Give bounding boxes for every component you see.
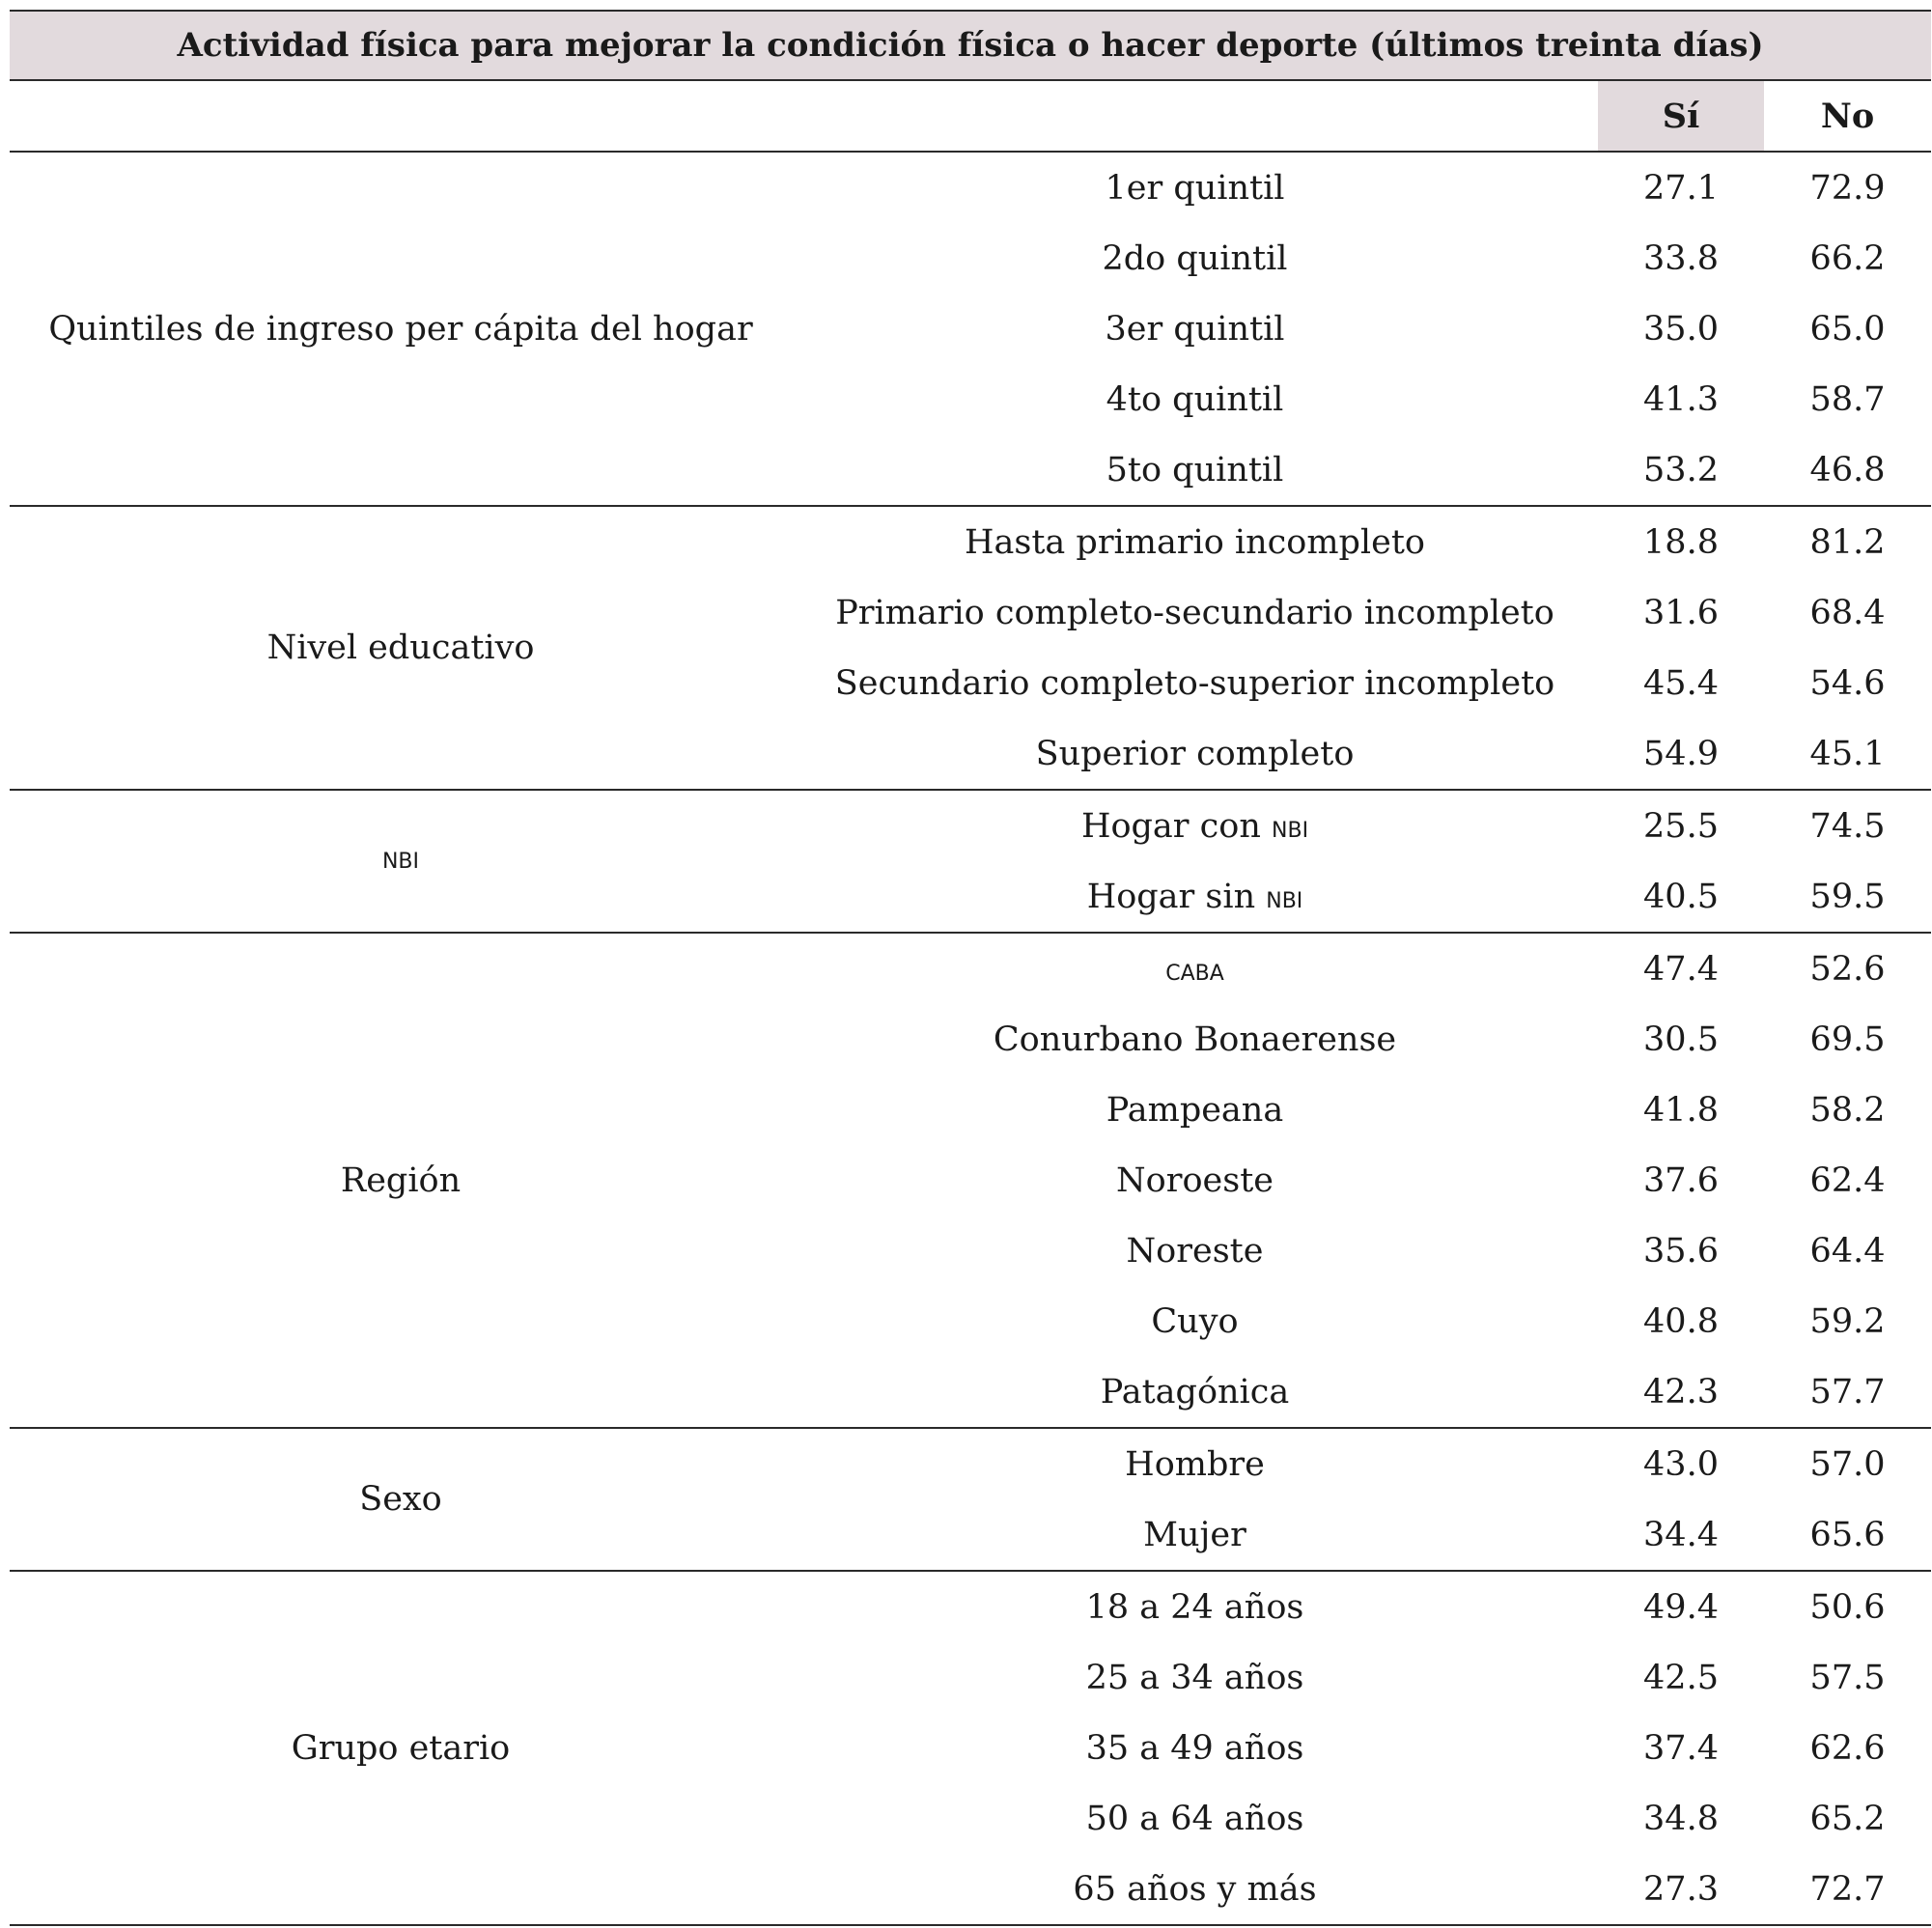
category-label-text: Mujer: [1143, 1515, 1246, 1554]
value-si: 40.8: [1643, 1301, 1719, 1341]
category-label-text: Hogar sin: [1086, 877, 1256, 916]
value-no: 64.4: [1809, 1231, 1886, 1271]
table-row: [10, 933, 1931, 1004]
category-label-text: 4to quintil: [1106, 379, 1284, 419]
category-label: [792, 718, 1598, 790]
category-label-text: 35 a 49 años: [1085, 1728, 1304, 1768]
value-no: 59.2: [1809, 1301, 1886, 1341]
value-si: 43.0: [1643, 1444, 1719, 1484]
value-si: 41.3: [1643, 379, 1719, 419]
value-si: 49.4: [1643, 1587, 1719, 1627]
category-label-text: Cuyo: [1151, 1301, 1239, 1341]
category-label: [792, 1215, 1598, 1286]
category-label: [792, 1004, 1598, 1075]
category-label: [792, 1428, 1598, 1499]
value-no: 46.8: [1764, 434, 1931, 506]
value-no: 57.7: [1764, 1356, 1931, 1428]
category-label: [792, 1854, 1598, 1925]
category-label-text: Noroeste: [1116, 1160, 1274, 1200]
group-label: NBI: [10, 790, 792, 933]
group-label: Región: [10, 933, 792, 1428]
category-label: [792, 364, 1598, 434]
category-label-text: Hogar con: [1080, 806, 1261, 846]
value-no: 62.6: [1809, 1728, 1886, 1768]
category-label: [792, 1642, 1598, 1713]
category-label-text: Patagónica: [1100, 1372, 1290, 1411]
category-label: [792, 577, 1598, 648]
category-label: [792, 1075, 1598, 1145]
value-no: 81.2: [1809, 522, 1886, 562]
category-label-text: 3er quintil: [1105, 309, 1285, 349]
value-si: 34.8: [1643, 1799, 1719, 1838]
table-row: [10, 506, 1931, 577]
value-no: 58.2: [1809, 1090, 1886, 1130]
category-label-text: Hombre: [1125, 1444, 1265, 1484]
category-label-text: Noreste: [1126, 1231, 1264, 1271]
value-si: 27.3: [1598, 1854, 1764, 1925]
category-label: [792, 1286, 1598, 1356]
category-label-text: CABA: [1165, 961, 1224, 986]
value-si: 30.5: [1643, 1020, 1719, 1059]
category-label: [792, 1713, 1598, 1783]
data-table: [10, 10, 1931, 1926]
data-table-container: [10, 10, 1931, 1926]
table-row: [10, 1571, 1931, 1642]
value-no: 58.7: [1809, 379, 1886, 419]
value-si: 25.5: [1643, 806, 1719, 846]
value-no: 69.5: [1809, 1020, 1886, 1059]
value-si: 34.4: [1598, 1499, 1764, 1571]
group-section: [10, 1428, 1931, 1571]
value-si: 37.4: [1643, 1728, 1719, 1768]
category-label-text: 2do quintil: [1102, 238, 1288, 278]
value-no: 68.4: [1809, 593, 1886, 632]
value-si: 35.0: [1643, 309, 1719, 349]
value-si: 31.6: [1643, 593, 1719, 632]
value-no: 54.6: [1809, 663, 1886, 703]
category-label: [792, 293, 1598, 364]
category-label-suffix: NBI: [1272, 818, 1309, 843]
value-si: 37.6: [1643, 1160, 1719, 1200]
category-label-text: Secundario completo-superior incompleto: [834, 663, 1555, 703]
group-section: [10, 933, 1931, 1428]
table-row: [10, 790, 1931, 861]
value-si: 27.1: [1643, 168, 1719, 208]
group-section: [10, 506, 1931, 790]
group-label: Quintiles de ingreso per cápita del hogar: [10, 152, 792, 506]
value-no: 59.5: [1764, 861, 1931, 933]
value-si: 47.4: [1643, 949, 1719, 989]
category-label: [792, 861, 1598, 933]
value-no: 52.6: [1809, 949, 1886, 989]
category-label: [792, 1783, 1598, 1854]
group-label: Sexo: [10, 1428, 792, 1571]
category-label: [792, 1356, 1598, 1428]
column-header-no: No: [1820, 96, 1875, 136]
value-no: 45.1: [1764, 718, 1931, 790]
group-label: Nivel educativo: [10, 506, 792, 790]
table-row: [10, 1428, 1931, 1499]
category-label: [792, 434, 1598, 506]
value-no: 72.9: [1809, 168, 1886, 208]
category-label: [792, 223, 1598, 293]
value-si: 41.8: [1643, 1090, 1719, 1130]
value-si: 42.3: [1598, 1356, 1764, 1428]
header-blank-category: [792, 80, 1598, 152]
value-si: 54.9: [1598, 718, 1764, 790]
category-label-text: 5to quintil: [1106, 450, 1284, 489]
category-label-text: 50 a 64 años: [1085, 1799, 1304, 1838]
category-label-text: Hasta primario incompleto: [965, 522, 1425, 562]
value-si: 33.8: [1643, 238, 1719, 278]
value-no: 62.4: [1809, 1160, 1886, 1200]
category-label: [792, 506, 1598, 577]
group-section: [10, 790, 1931, 933]
category-label-text: 1er quintil: [1105, 168, 1285, 208]
value-no: 74.5: [1809, 806, 1886, 846]
category-label-text: 65 años y más: [1073, 1869, 1317, 1909]
category-label: [792, 933, 1598, 1004]
group-section: [10, 1571, 1931, 1925]
group-label: Grupo etario: [10, 1571, 792, 1925]
header-blank-group: [10, 80, 792, 152]
group-section: [10, 152, 1931, 506]
value-si: 18.8: [1643, 522, 1719, 562]
category-label-text: Pampeana: [1106, 1090, 1284, 1130]
value-si: 40.5: [1598, 861, 1764, 933]
value-si: 45.4: [1643, 663, 1719, 703]
category-label-text: 18 a 24 años: [1085, 1587, 1304, 1627]
value-si: 35.6: [1643, 1231, 1719, 1271]
category-label-text: 25 a 34 años: [1085, 1658, 1304, 1697]
value-no: 65.0: [1809, 309, 1886, 349]
category-label: [792, 648, 1598, 718]
category-label: [792, 790, 1598, 861]
category-label: [792, 1571, 1598, 1642]
category-label-text: Conurbano Bonaerense: [993, 1020, 1397, 1059]
value-no: 57.0: [1809, 1444, 1886, 1484]
value-no: 50.6: [1809, 1587, 1886, 1627]
value-si: 42.5: [1643, 1658, 1719, 1697]
column-header-si: Sí: [1598, 80, 1764, 152]
category-label-suffix: NBI: [1266, 888, 1303, 913]
category-label: [792, 1499, 1598, 1571]
category-label-text: Superior completo: [1035, 734, 1355, 773]
value-no: 57.5: [1809, 1658, 1886, 1697]
value-no: 65.2: [1809, 1799, 1886, 1838]
category-label: [792, 152, 1598, 223]
table-title: Actividad física para mejorar la condición física o hacer deporte (últimos treinta días): [10, 11, 1931, 80]
table-row: [10, 152, 1931, 223]
value-no: 72.7: [1764, 1854, 1931, 1925]
category-label-text: Primario completo-secundario incompleto: [835, 593, 1554, 632]
category-label: [792, 1145, 1598, 1215]
value-si: 53.2: [1598, 434, 1764, 506]
value-no: 66.2: [1809, 238, 1886, 278]
value-no: 65.6: [1764, 1499, 1931, 1571]
